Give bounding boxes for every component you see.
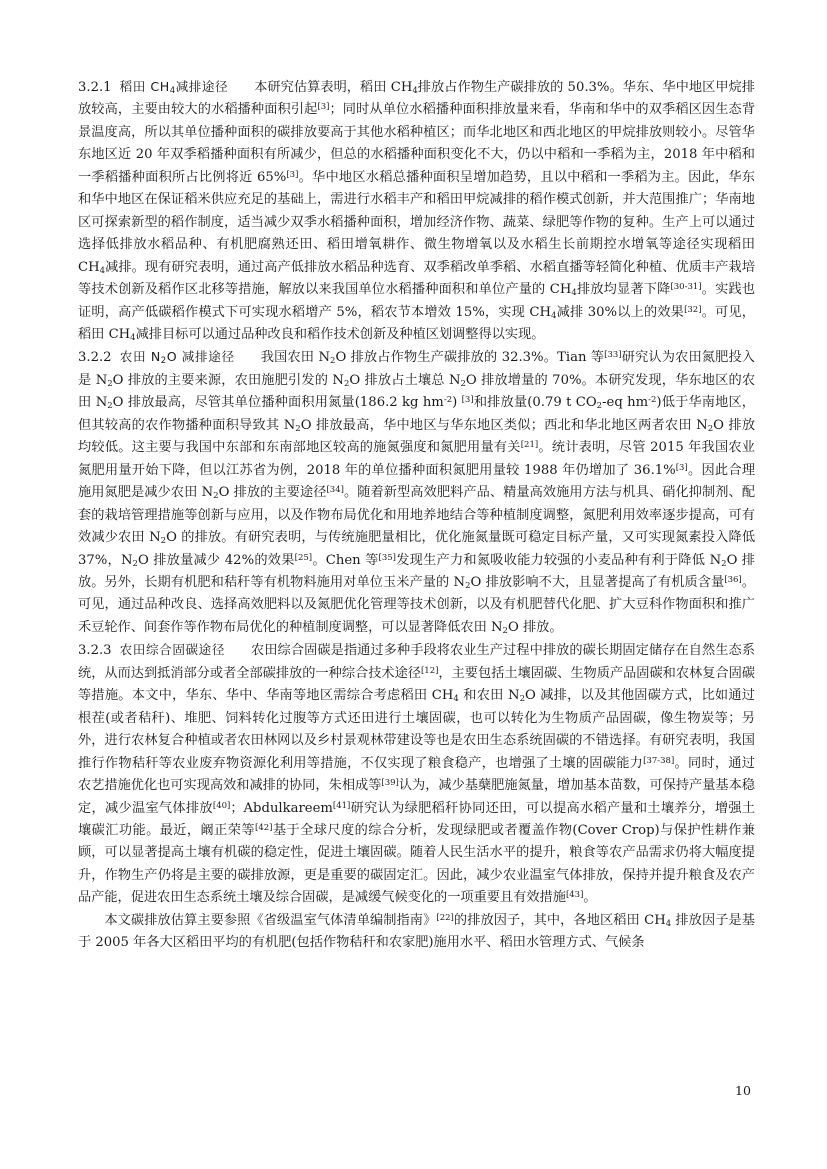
text-run: 。 [583, 890, 597, 906]
text-run: 。随着新型高效肥料产品、精量高效施用方法与机具、硝化抑制剂、配套的栽培管理措施等创新与应用，以及作物布局优化和用地养地结合等种植制度调整，氮肥利用效率逐步提高，可有效减少农田 N [78, 485, 756, 546]
subscript: 4 [665, 918, 672, 929]
superscript-citation: [32] [684, 304, 702, 315]
superscript-citation: [21] [520, 440, 539, 451]
superscript-citation: [36] [724, 574, 742, 585]
text-run: 的排放因子，其中，各地区稻田 CH [453, 912, 666, 928]
text-run: )低于华南地区，但其较高的农作物播种面积导致其 N [78, 395, 755, 433]
text-run: 本研究估算表明，稻田 CH [254, 80, 413, 95]
section-number: 3.2.2 [78, 350, 112, 366]
text-run: 本文碳排放估算主要参照《省级温室气体清单编制指南》 [104, 912, 437, 928]
section-body [78, 643, 755, 905]
superscript-citation: [42] [255, 822, 273, 833]
subscript: 4 [99, 265, 106, 276]
text-run: 。统计表明，尽管 2015 年我国农业氮肥用量开始下降，但以江苏省为例，2018 年的单位播种面积氮肥用量较 1988 年仍增加了 36.1% [78, 440, 755, 478]
subscript: 2 [107, 378, 113, 389]
text-run: O 减排，以及其他固碳方式，比如通过根茬(或者秸秆)、堆肥、饲料转化过腹等方式还田进行土壤固碳，也可以转化为生物质产品固碳，像生物炭等；另外，进行农林复合种植或者农田林网以及乡村景观林带建设等也是农田生态系统固碳的不错选择。有研究表明，我国推行作物秸秆等农业废弃物资源化利用等措施，不仅实现了粮食稳产，也增强了土壤的固碳能力 [78, 688, 755, 771]
text-run: 。实践也证明，高产低碳稻作模式下可实现水稻增产 5%，稻农节本增效 15%，实现 CH [78, 282, 756, 320]
text-run: O 排放占土壤总 N [349, 372, 461, 388]
subscript: 4 [130, 332, 136, 343]
section-title: 农田 $N_2O$ 减排途径 [119, 349, 235, 367]
superscript-citation: [34] [326, 485, 344, 496]
superscript-citation: [40] [212, 800, 231, 811]
superscript-citation: [3] [286, 169, 299, 180]
text-run: O 排放的主要途径 [218, 485, 327, 501]
superscript-citation: [33] [604, 350, 622, 361]
text-run: 。同时，通过农艺措施优化也可实现高效和减排的协同，朱相成等 [78, 755, 755, 794]
text-run: 排放占作物生产碳排放的 50.3%。华东、华中地区甲烷排放较高，主要由较大的水稻播种面积引起 [78, 80, 755, 118]
subscript: 2 [519, 694, 525, 705]
text-run: 排放因子是基于 2005 年各大区稻田平均的有机肥(包括作物秸秆和农家肥)施用水平、稻田水管理方式、气候条 [78, 912, 755, 951]
superscript-citation: [22] [436, 912, 454, 923]
text-run: O 排放。另外，长期有机肥和秸秆等有机物料施用对单位玉米产量的 N [78, 552, 755, 590]
subscript: 4 [571, 288, 577, 299]
section-3-2-1 [78, 76, 755, 346]
text-run: 研究认为绿肥稻秆协同还田，可以提高水稻产量和土壤养分，增强土壤碳汇功能。最近，阚正荣等 [78, 800, 756, 838]
subscript: 4 [551, 310, 557, 321]
section-title: 稻田 $CH_4$减排途径 [119, 79, 229, 96]
subscript: 2 [330, 356, 336, 367]
section-3-2-3 [78, 639, 755, 909]
text-run: ，主要包括土壤固碳、生物质产品固碳和农林复合固碳等措施。本文中，华东、华中、华南等地区需综合考虑稻田 CH [78, 665, 756, 704]
superscript-citation: [39] [381, 778, 399, 789]
text-run: 减排。现有研究表明，通过高产低排放水稻品种选育、双季稻改单季稻、水稻直播等轻简化种植、优质丰产栽培等技术创新及稻作区北移等措施，解放以来我国单位水稻播种面积和单位产量的 CH [78, 259, 755, 298]
superscript-citation: [30-31] [670, 282, 702, 293]
superscript-citation: [3] [675, 462, 688, 473]
text-run: 认为，减少基蘖肥施氮量，增加基本苗数，可保持产量基本稳定，减少温室气体排放 [78, 778, 755, 816]
superscript-citation: [35] [378, 552, 396, 563]
subscript: 2 [107, 401, 113, 412]
section-3-2-2 [78, 346, 755, 639]
page-number: 10 [735, 1083, 751, 1098]
text-run: 。因此合理施用氮肥是减少农田 N [78, 462, 756, 501]
section-number: 3.2.3 [78, 643, 112, 659]
section-body [78, 80, 755, 342]
subscript: 2 [460, 378, 466, 389]
text-run: O 的排放。有研究表明，与传统施肥量相比，优化施氮量既可稳定目标产量，又可实现氮素投入降低 37%，N [78, 530, 756, 568]
superscript-citation: [12] [420, 665, 439, 676]
text-run: 和农田 N [458, 688, 520, 704]
superscript-citation: [3] [317, 102, 330, 113]
text-run: 。华中地区水稻总播种面积呈增加趋势，且以中稻和一季稻为主。因此，华东和华中地区在保证稻米供应充足的基础上，需进行水稻丰产和稻田甲烷减排的稻作模式创新，并大范围推广；华南地区可探索新型的稻作制度，适当减少双季水稻播种面积，增加经济作物、蔬菜、绿肥等作物的复种。生产上可以通过选择低排放水稻品种、有机肥腐熟还田、稻田增氧耕作、微生物增氧以及水稻生长前期控水增氧等途径实现稻田 CH [78, 169, 755, 275]
superscript-citation: [37-38] [643, 755, 675, 766]
superscript-citation: [43] [565, 890, 584, 901]
text-run: ) [452, 395, 462, 411]
section-title: 农田综合固碳途径 [119, 642, 226, 658]
superscript-citation: [25] [294, 552, 313, 563]
text-run: 发现生产力和氮吸收能力较强的小麦品种有利于降低 N [396, 552, 722, 568]
text-run: O 排放最高，尽管其单位播种面积用氮量(186.2 kg hm [112, 395, 444, 411]
text-run: O 排放占作物生产碳排放的 32.3%。Tian 等 [335, 350, 605, 366]
subscript: 2 [160, 536, 167, 547]
subscript: 2 [132, 558, 138, 569]
subscript: 2 [707, 423, 714, 434]
text-run: 基于全球尺度的综合分析，发现绿肥或者覆盖作物(Cover Crop)与保护性耕作兼顾，可以显著提高土壤有机碳的稳定性，促进土壤固碳。随着人民生活水平的提升，粮食等农产品需求仍将大幅度提升，作物生产仍将是主要的碳排放源，更是重要的碳固定汇。因此，减少农业温室气体排放，保持并提升粮食及农产品产能，促进农田生态系统土壤及综合固碳，是减缓气候变化的一项重要且有效措施 [78, 822, 755, 906]
superscript-citation: [41] [332, 800, 351, 811]
text-run: O 排放的主要来源，农田施肥引发的 N [112, 372, 344, 388]
text-run: O 排放。 [507, 619, 563, 635]
text-run: 。可见，稻田 CH [78, 304, 755, 342]
subscript: 2 [295, 423, 301, 434]
section-body [78, 350, 755, 634]
text-run: ；同时从单位水稻播种面积排放量来看，华南和华中的双季稻区因生态背景温度高，所以其单位播种面积的碳排放要高于其他水稻种植区；而华北地区和西北地区的甲烷排放则较小。尽管华东地区近 20 年双季稻播种面积有所减少，但总的水稻播种面积变化不大，仍以中稻和一季稻为主，2018 年中稻和一季稻播种面积所占比例将近 65% [78, 102, 756, 185]
superscript-citation: -2 [648, 395, 657, 406]
subscript: 4 [453, 694, 459, 705]
subscript: 2 [343, 378, 350, 389]
text-run: -eq hm [602, 395, 649, 411]
subscript: 2 [502, 625, 508, 636]
page-content [78, 76, 755, 955]
text-run: 减排目标可以通过品种改良和稻作技术创新及种植区划调整得以实现。 [135, 326, 545, 342]
text-run: O 排放影响不大，且显著提高了有机质含量 [470, 574, 725, 590]
subscript: 2 [596, 401, 603, 412]
text-run: ；Abdulkareem [230, 800, 333, 816]
subscript: 4 [412, 86, 418, 96]
text-run: O 排放增量的 70%。本研究发现，华东地区的农田 N [78, 372, 756, 411]
text-run: 我国农田 N [260, 350, 331, 366]
text-run: O 排放均较低。这主要与我国中东部和东南部地区较高的施氮强度和氮肥用量有关 [78, 417, 756, 456]
text-run: O 排放量减少 42%的效果 [137, 552, 295, 568]
subscript: 2 [721, 558, 727, 569]
text-run: 排放均显著下降 [576, 282, 671, 298]
superscript-citation: [3] [461, 395, 474, 406]
text-run: 。Chen 等 [312, 552, 379, 568]
text-run: 农田综合固碳是指通过多种手段将农业生产过程中排放的碳长期固定储存在自然生态系统，从而达到抵消部分或者全部碳排放的一种综合技术途径 [78, 643, 756, 681]
paragraph-body [78, 913, 755, 950]
section-number: 3.2.1 [78, 80, 112, 95]
text-run: 。可见，通过品种改良、选择高效肥料以及氮肥优化管理等技术创新，以及有机肥替代化肥、扩大豆科作物面积和推广禾豆轮作、间套作等作物布局优化的种植制度调整，可以显著降低农田 N [78, 574, 755, 635]
text-run: 和排放量(0.79 t CO [473, 395, 597, 411]
subscript: 2 [465, 580, 471, 591]
text-run: 减排 30%以上的效果 [556, 304, 685, 320]
closing-paragraph [78, 910, 755, 955]
subscript: 2 [213, 491, 219, 502]
text-run: O 排放最高，华中地区与华东地区类似；西北和华北地区两者农田 N [300, 417, 708, 433]
text-run: 研究认为农田氮肥投入是 N [78, 350, 755, 388]
superscript-citation: -2 [443, 395, 453, 406]
